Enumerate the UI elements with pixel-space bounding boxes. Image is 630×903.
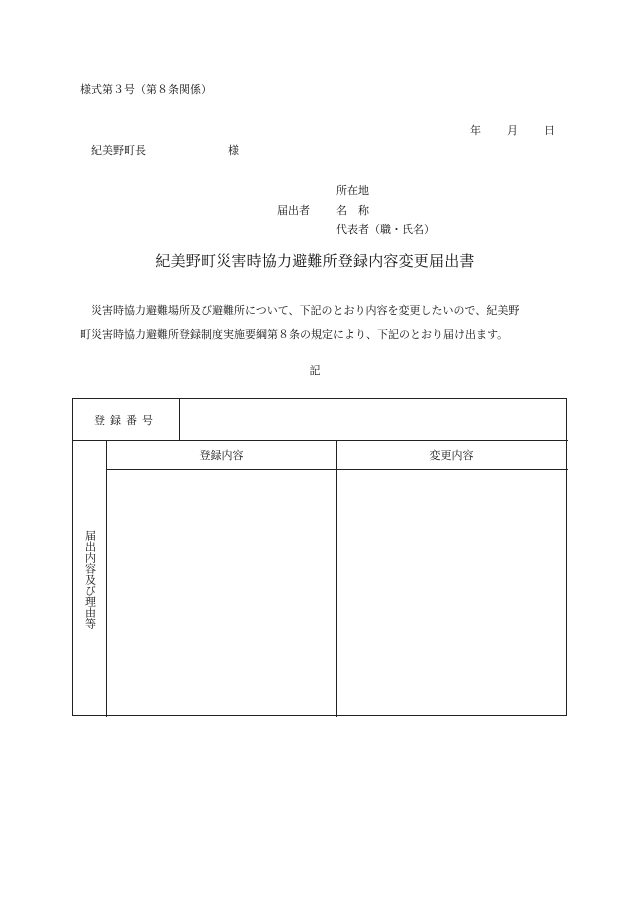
location-label: 所在地 bbox=[336, 184, 369, 197]
representative-label: 代表者（職・氏名） bbox=[336, 223, 435, 236]
addressee-name: 紀美野町長 bbox=[91, 144, 146, 157]
date-day-label: 日 bbox=[544, 124, 555, 137]
side-label-cell bbox=[73, 441, 106, 717]
registration-number-field[interactable] bbox=[180, 399, 566, 440]
date-line bbox=[470, 122, 555, 138]
form-table bbox=[72, 398, 567, 716]
form-number: 様式第３号（第８条関係） bbox=[80, 83, 212, 96]
notifier-label: 届出者 bbox=[277, 204, 310, 217]
addressee-honorific: 様 bbox=[228, 144, 239, 157]
name-label: 名 称 bbox=[336, 204, 369, 217]
registration-number-label: 登録番号 bbox=[94, 413, 158, 427]
body-line-1: 災害時協力避難場所及び避難所について、下記のとおり内容を変更したいので、紀美野 bbox=[80, 304, 520, 317]
changed-content-field[interactable] bbox=[337, 470, 566, 716]
registered-content-header: 登録内容 bbox=[199, 449, 244, 462]
date-month-label: 月 bbox=[507, 124, 518, 137]
addressee bbox=[91, 142, 239, 158]
registered-content-field[interactable] bbox=[107, 470, 336, 716]
side-label: 届出内容及び理由等 bbox=[83, 529, 97, 629]
document-title: 紀美野町災害時協力避難所登録内容変更届出書 bbox=[155, 252, 475, 270]
ki-heading: 記 bbox=[309, 364, 321, 377]
body-text bbox=[80, 299, 570, 347]
body-line-2: 町災害時協力避難所登録制度実施要綱第８条の規定により、下記のとおり届け出ます。 bbox=[80, 328, 509, 341]
changed-content-header: 変更内容 bbox=[429, 449, 474, 462]
date-year-label: 年 bbox=[470, 124, 481, 137]
